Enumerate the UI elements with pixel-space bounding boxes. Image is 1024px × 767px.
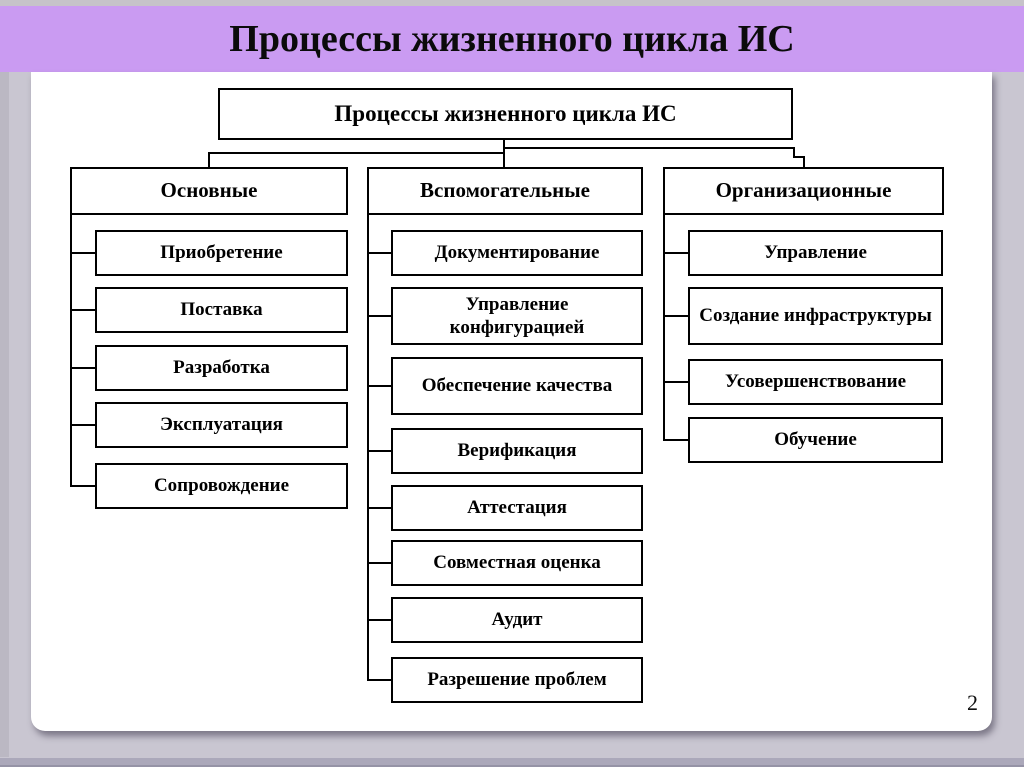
connector-stub [367,507,392,509]
connector-stub [367,252,392,254]
connector-stub [70,309,96,311]
connector-stub [70,485,96,487]
node-attestation: Аттестация [391,485,643,531]
node-documentation: Документирование [391,230,643,276]
connector-spine-supporting [367,215,369,681]
node-joint-evaluation: Совместная оценка [391,540,643,586]
connector-stub [367,450,392,452]
node-audit: Аудит [391,597,643,643]
connector-stub [367,385,392,387]
connector-stub [367,562,392,564]
node-management: Управление [688,230,943,276]
diagram-root-box: Процессы жизненного цикла ИС [218,88,793,140]
slide-title: Процессы жизненного цикла ИС [229,18,795,60]
node-quality-assurance: Обеспечение качества [391,357,643,415]
connector-stub [663,439,689,441]
connector-stub [70,367,96,369]
left-margin-shade [0,72,9,757]
node-problem-resolution: Разрешение проблем [391,657,643,703]
node-infrastructure-creation: Создание инфраструктуры [688,287,943,345]
connector-stub [663,381,689,383]
connector-rail-left [208,152,505,154]
connector-spine-organizational [663,215,665,441]
slide-canvas [31,72,992,731]
node-training: Обучение [688,417,943,463]
page-number: 2 [967,690,978,715]
node-improvement: Усовершенствование [688,359,943,405]
node-acquisition: Приобретение [95,230,348,276]
node-development: Разработка [95,345,348,391]
connector-drop-left [208,152,210,168]
connector-stub [70,424,96,426]
connector-root-stem [503,140,505,168]
connector-stub [367,619,392,621]
connector-stub [663,315,689,317]
column-header-supporting: Вспомогательные [367,167,643,215]
connector-stub [367,315,392,317]
connector-stub [367,679,392,681]
bottom-bar [0,758,1024,767]
node-verification: Верификация [391,428,643,474]
connector-stub [663,252,689,254]
column-header-organizational: Организационные [663,167,944,215]
node-operation: Эксплуатация [95,402,348,448]
node-configuration-management: Управление конфигурацией [391,287,643,345]
node-maintenance: Сопровождение [95,463,348,509]
connector-spine-main [70,215,72,487]
connector-rail-right [503,147,795,149]
node-supply: Поставка [95,287,348,333]
slide-title-banner [0,6,1024,72]
connector-stub [70,252,96,254]
column-header-main: Основные [70,167,348,215]
